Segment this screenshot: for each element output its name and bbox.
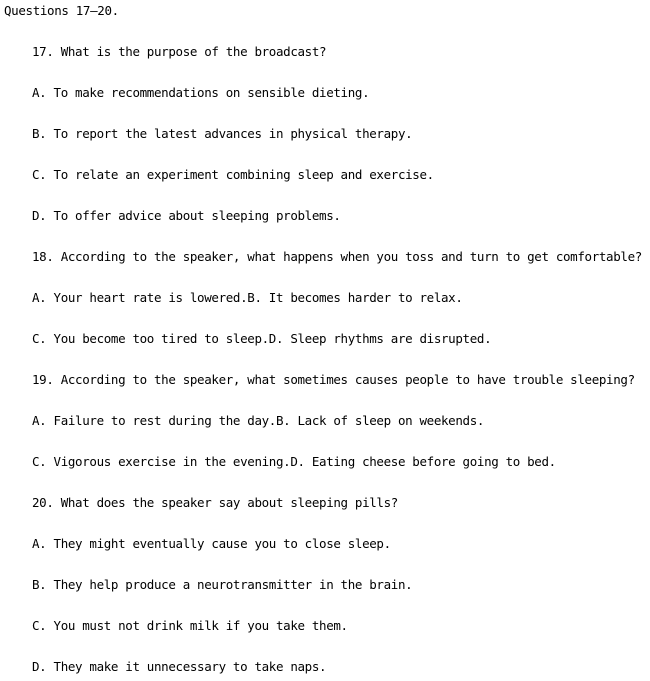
q18-options-c-d: C. You become too tired to sleep.D. Sleep rhythms are disrupted. xyxy=(32,331,492,346)
q17-option-a: A. To make recommendations on sensible dieting. xyxy=(32,85,370,100)
q17-option-b: B. To report the latest advances in physical therapy. xyxy=(32,126,413,141)
section-heading: Questions 17—20. xyxy=(4,3,119,18)
q17-option-c: C. To relate an experiment combining sleep and exercise. xyxy=(32,167,434,182)
q20-option-d: D. They make it unnecessary to take naps. xyxy=(32,659,327,674)
q18-options-a-b: A. Your heart rate is lowered.B. It becomes harder to relax. xyxy=(32,290,463,305)
q20-option-b: B. They help produce a neurotransmitter in the brain. xyxy=(32,577,413,592)
question-19: 19. According to the speaker, what sometimes causes people to have trouble sleeping? xyxy=(32,372,635,387)
q19-options-c-d: C. Vigorous exercise in the evening.D. Eating cheese before going to bed. xyxy=(32,454,556,469)
question-17: 17. What is the purpose of the broadcast? xyxy=(32,44,327,59)
question-20: 20. What does the speaker say about sleeping pills? xyxy=(32,495,398,510)
q19-options-a-b: A. Failure to rest during the day.B. Lack of sleep on weekends. xyxy=(32,413,485,428)
question-18: 18. According to the speaker, what happens when you toss and turn to get comfortable? xyxy=(32,249,642,264)
q20-option-a: A. They might eventually cause you to close sleep. xyxy=(32,536,391,551)
q20-option-c: C. You must not drink milk if you take them. xyxy=(32,618,348,633)
q17-option-d: D. To offer advice about sleeping problems. xyxy=(32,208,341,223)
